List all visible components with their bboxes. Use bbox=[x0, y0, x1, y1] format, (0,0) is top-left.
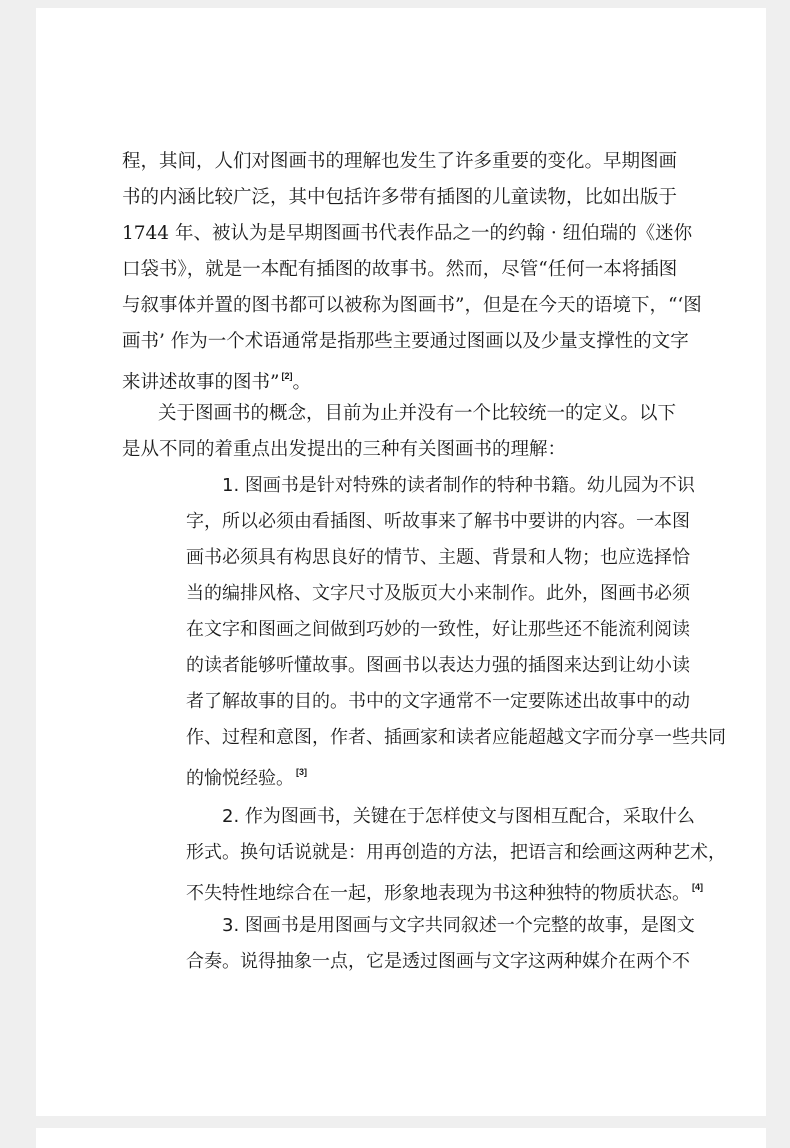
paragraph-line: 是从不同的着重点出发提出的三种有关图画书的理解： bbox=[122, 439, 567, 460]
footnote-ref[interactable]: [4] bbox=[692, 882, 703, 892]
list-item-line: 3. 图画书是用图画与文字共同叙述一个完整的故事，是图文 bbox=[222, 915, 695, 936]
paragraph-text: 。 bbox=[292, 372, 311, 394]
list-item-line: 画书必须具有构思良好的情节、主题、背景和人物；也应选择恰 bbox=[186, 547, 690, 568]
list-item-line: 当的编排风格、文字尺寸及版页大小来制作。此外，图画书必须 bbox=[186, 583, 690, 604]
paragraph-last-line bbox=[122, 366, 311, 395]
paragraph-line: 关于图画书的概念，目前为止并没有一个比较统一的定义。以下 bbox=[158, 403, 677, 424]
paragraph-line: 1744 年、被认为是早期图画书代表作品之一的约翰 · 纽伯瑞的《迷你 bbox=[122, 223, 693, 244]
list-item-line: 2. 作为图画书，关键在于怎样使文与图相互配合，采取什么 bbox=[222, 806, 695, 827]
footnote-ref[interactable]: [2] bbox=[281, 371, 293, 381]
next-page-edge bbox=[36, 1128, 766, 1148]
paragraph-line: 书的内涵比较广泛，其中包括许多带有插图的儿童读物，比如出版于 bbox=[122, 187, 678, 208]
list-item-text: 不失特性地综合在一起，形象地表现为书这种独特的物质状态。 bbox=[186, 883, 690, 904]
list-item-line: 1. 图画书是针对特殊的读者制作的特种书籍。幼儿园为不识 bbox=[222, 475, 695, 496]
list-item-line: 者了解故事的目的。书中的文字通常不一定要陈述出故事中的动 bbox=[186, 691, 690, 712]
paragraph-text: 来讲述故事的图书” bbox=[122, 372, 280, 394]
list-item-line: 形式。换句话说就是：用再创造的方法，把语言和绘画这两种艺术， bbox=[186, 842, 726, 863]
list-item-text: 的愉悦经验。 bbox=[186, 768, 294, 789]
paragraph-line: 程，其间，人们对图画书的理解也发生了许多重要的变化。早期图画 bbox=[122, 151, 678, 172]
footnote-ref[interactable]: [3] bbox=[296, 767, 307, 777]
list-item-last-line bbox=[186, 762, 307, 791]
list-item-line: 字，所以必须由看插图、听故事来了解书中要讲的内容。一本图 bbox=[186, 511, 690, 532]
paragraph-line: 画书’ 作为一个术语通常是指那些主要通过图画以及少量支撑性的文字 bbox=[122, 331, 689, 352]
list-item-line: 的读者能够听懂故事。图画书以表达力强的插图来达到让幼小读 bbox=[186, 655, 690, 676]
list-item-line: 合奏。说得抽象一点，它是透过图画与文字这两种媒介在两个不 bbox=[186, 951, 690, 972]
document-page bbox=[36, 8, 766, 1116]
paragraph-line: 口袋书》，就是一本配有插图的故事书。然而，尽管“任何一本将插图 bbox=[122, 259, 678, 280]
paragraph-line: 与叙事体并置的图书都可以被称为图画书”，但是在今天的语境下，“‘图 bbox=[122, 295, 702, 316]
list-item-line: 在文字和图画之间做到巧妙的一致性，好让那些还不能流利阅读 bbox=[186, 619, 690, 640]
list-item-line: 作、过程和意图，作者、插画家和读者应能超越文字而分享一些共同 bbox=[186, 727, 726, 748]
list-item-last-line bbox=[186, 877, 703, 906]
